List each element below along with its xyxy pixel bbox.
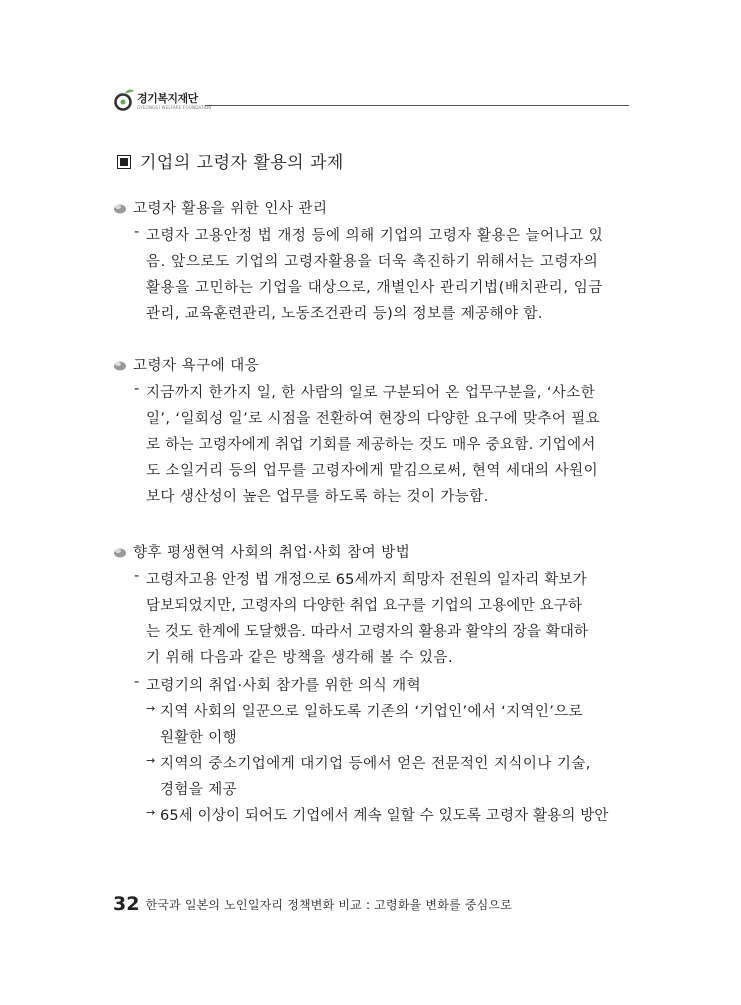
org-name: 경기복지재단: [137, 92, 198, 105]
header-rule: [205, 105, 629, 106]
body-line: 는 것도 한계에 도달했음. 따라서 고령자의 활용과 활약의 장을 확대하: [146, 624, 589, 640]
sub-item-line: 지역의 중소기업에게 대기업 등에서 얻은 전문적인 지식이나 기술,: [160, 756, 591, 772]
body-line: 보다 생산성이 높은 업무를 하도록 하는 것이 가능함.: [146, 489, 489, 505]
topic-heading: [113, 541, 410, 562]
body-line: 지금까지 한가지 일, 한 사람의 일로 구분되어 온 업무구분을, ‘사소한: [146, 385, 596, 401]
dash-marker: -: [134, 381, 140, 397]
sub-item-line: 65세 이상이 되어도 기업에서 계속 일할 수 있도록 고령자 활용의 방안: [160, 808, 609, 824]
topic-heading: [113, 354, 259, 375]
body-line: 고령자고용 안정 법 개정으로 65세까지 희망자 전원의 일자리 확보가: [146, 572, 587, 588]
body-line: 도 소일거리 등의 업무를 고령자에게 맡김으로써, 현역 세대의 사원이: [146, 463, 599, 479]
body-line: 고령자 고용안정 법 개정 등에 의해 기업의 고령자 활용은 늘어나고 있: [146, 228, 604, 244]
arrow-bullet-icon: →: [146, 702, 156, 715]
body-line: 기 위해 다음과 같은 방책을 생각해 볼 수 있음.: [146, 650, 454, 666]
section-title: [117, 148, 344, 173]
arrow-bullet-icon: →: [146, 806, 156, 819]
dash-marker: -: [134, 674, 140, 690]
org-subtitle: GYEONGGI WELFARE FOUNDATION: [137, 105, 212, 110]
page-number: 32: [113, 893, 140, 915]
page-footer: [113, 893, 512, 915]
body-line: 로 하는 고령자에게 취업 기회를 제공하는 것도 매우 중요함. 기업에서: [146, 437, 596, 453]
page-header: [113, 86, 629, 118]
sub-item-line: 경험을 제공: [160, 782, 238, 798]
bullet-icon: [113, 546, 127, 558]
bullet-icon: [113, 359, 127, 371]
topic-heading: [113, 197, 328, 218]
dash-marker: -: [134, 224, 140, 240]
body-line: 일’, ‘일회성 일’로 시점을 전환하여 현장의 다양한 요구에 맞추어 필요: [146, 411, 601, 427]
bullet-icon: [113, 202, 127, 214]
topic-text: 고령자 욕구에 대응: [133, 358, 260, 374]
body-line: 활용을 고민하는 기업을 대상으로, 개별인사 관리기법(배치관리, 임금: [146, 280, 603, 296]
dash-marker: -: [134, 568, 140, 584]
body-line: 고령기의 취업·사회 참가를 위한 의식 개혁: [146, 678, 421, 694]
foundation-logo-icon: [113, 88, 135, 112]
running-title: 한국과 일본의 노인일자리 정책변화 비교 : 고령화율 변화를 중심으로: [145, 898, 512, 912]
body-line: 담보되었지만, 고령자의 다양한 취업 요구를 기업의 고용에만 요구하: [146, 598, 583, 614]
topic-text: 향후 평생현역 사회의 취업·사회 참여 방법: [133, 545, 411, 561]
sub-item-line: 지역 사회의 일꾼으로 일하도록 기존의 ‘기업인’에서 ‘지역인’으로: [160, 704, 583, 720]
body-line: 음. 앞으로도 기업의 고령자활용을 더욱 촉진하기 위해서는 고령자의: [146, 254, 599, 270]
arrow-bullet-icon: →: [146, 754, 156, 767]
sub-item-line: 원활한 이행: [160, 730, 238, 746]
body-line: 관리, 교육훈련관리, 노동조건관리 등)의 정보를 제공해야 함.: [146, 306, 543, 322]
square-bullet-icon: [117, 155, 131, 169]
topic-text: 고령자 활용을 위한 인사 관리: [133, 201, 328, 217]
section-title-text: 기업의 고령자 활용의 과제: [140, 153, 344, 173]
